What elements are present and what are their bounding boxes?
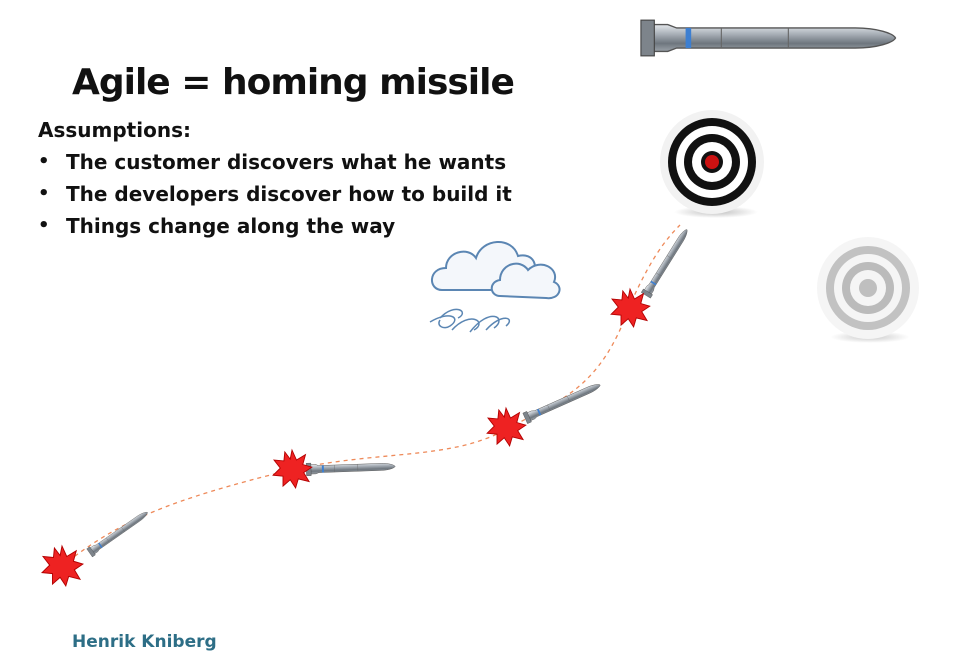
- wind-cloud-icon: [430, 242, 560, 332]
- target-icon: [660, 110, 764, 218]
- assumption-text: Things change along the way: [66, 214, 396, 238]
- faded-target-icon: [817, 237, 919, 343]
- explosion-icon: [487, 408, 526, 446]
- explosion-icon: [42, 546, 83, 586]
- trajectory-trail: [62, 225, 680, 566]
- bullet-icon: •: [38, 215, 50, 236]
- slide-title: Agile = homing missile: [72, 62, 514, 103]
- assumptions-heading: Assumptions:: [38, 118, 191, 142]
- missile-icon: [306, 460, 395, 476]
- missile-icon: [641, 20, 896, 56]
- missile-icon: [641, 227, 691, 299]
- author-credit: Henrik Kniberg: [72, 632, 217, 652]
- bullet-icon: •: [38, 183, 50, 204]
- explosion-icon: [273, 450, 312, 488]
- explosion-icon: [611, 289, 650, 327]
- missile-icon: [87, 508, 151, 557]
- assumption-text: The developers discover how to build it: [66, 182, 512, 206]
- bullet-icon: •: [38, 151, 50, 172]
- assumption-text: The customer discovers what he wants: [66, 150, 507, 174]
- missile-icon: [523, 380, 603, 424]
